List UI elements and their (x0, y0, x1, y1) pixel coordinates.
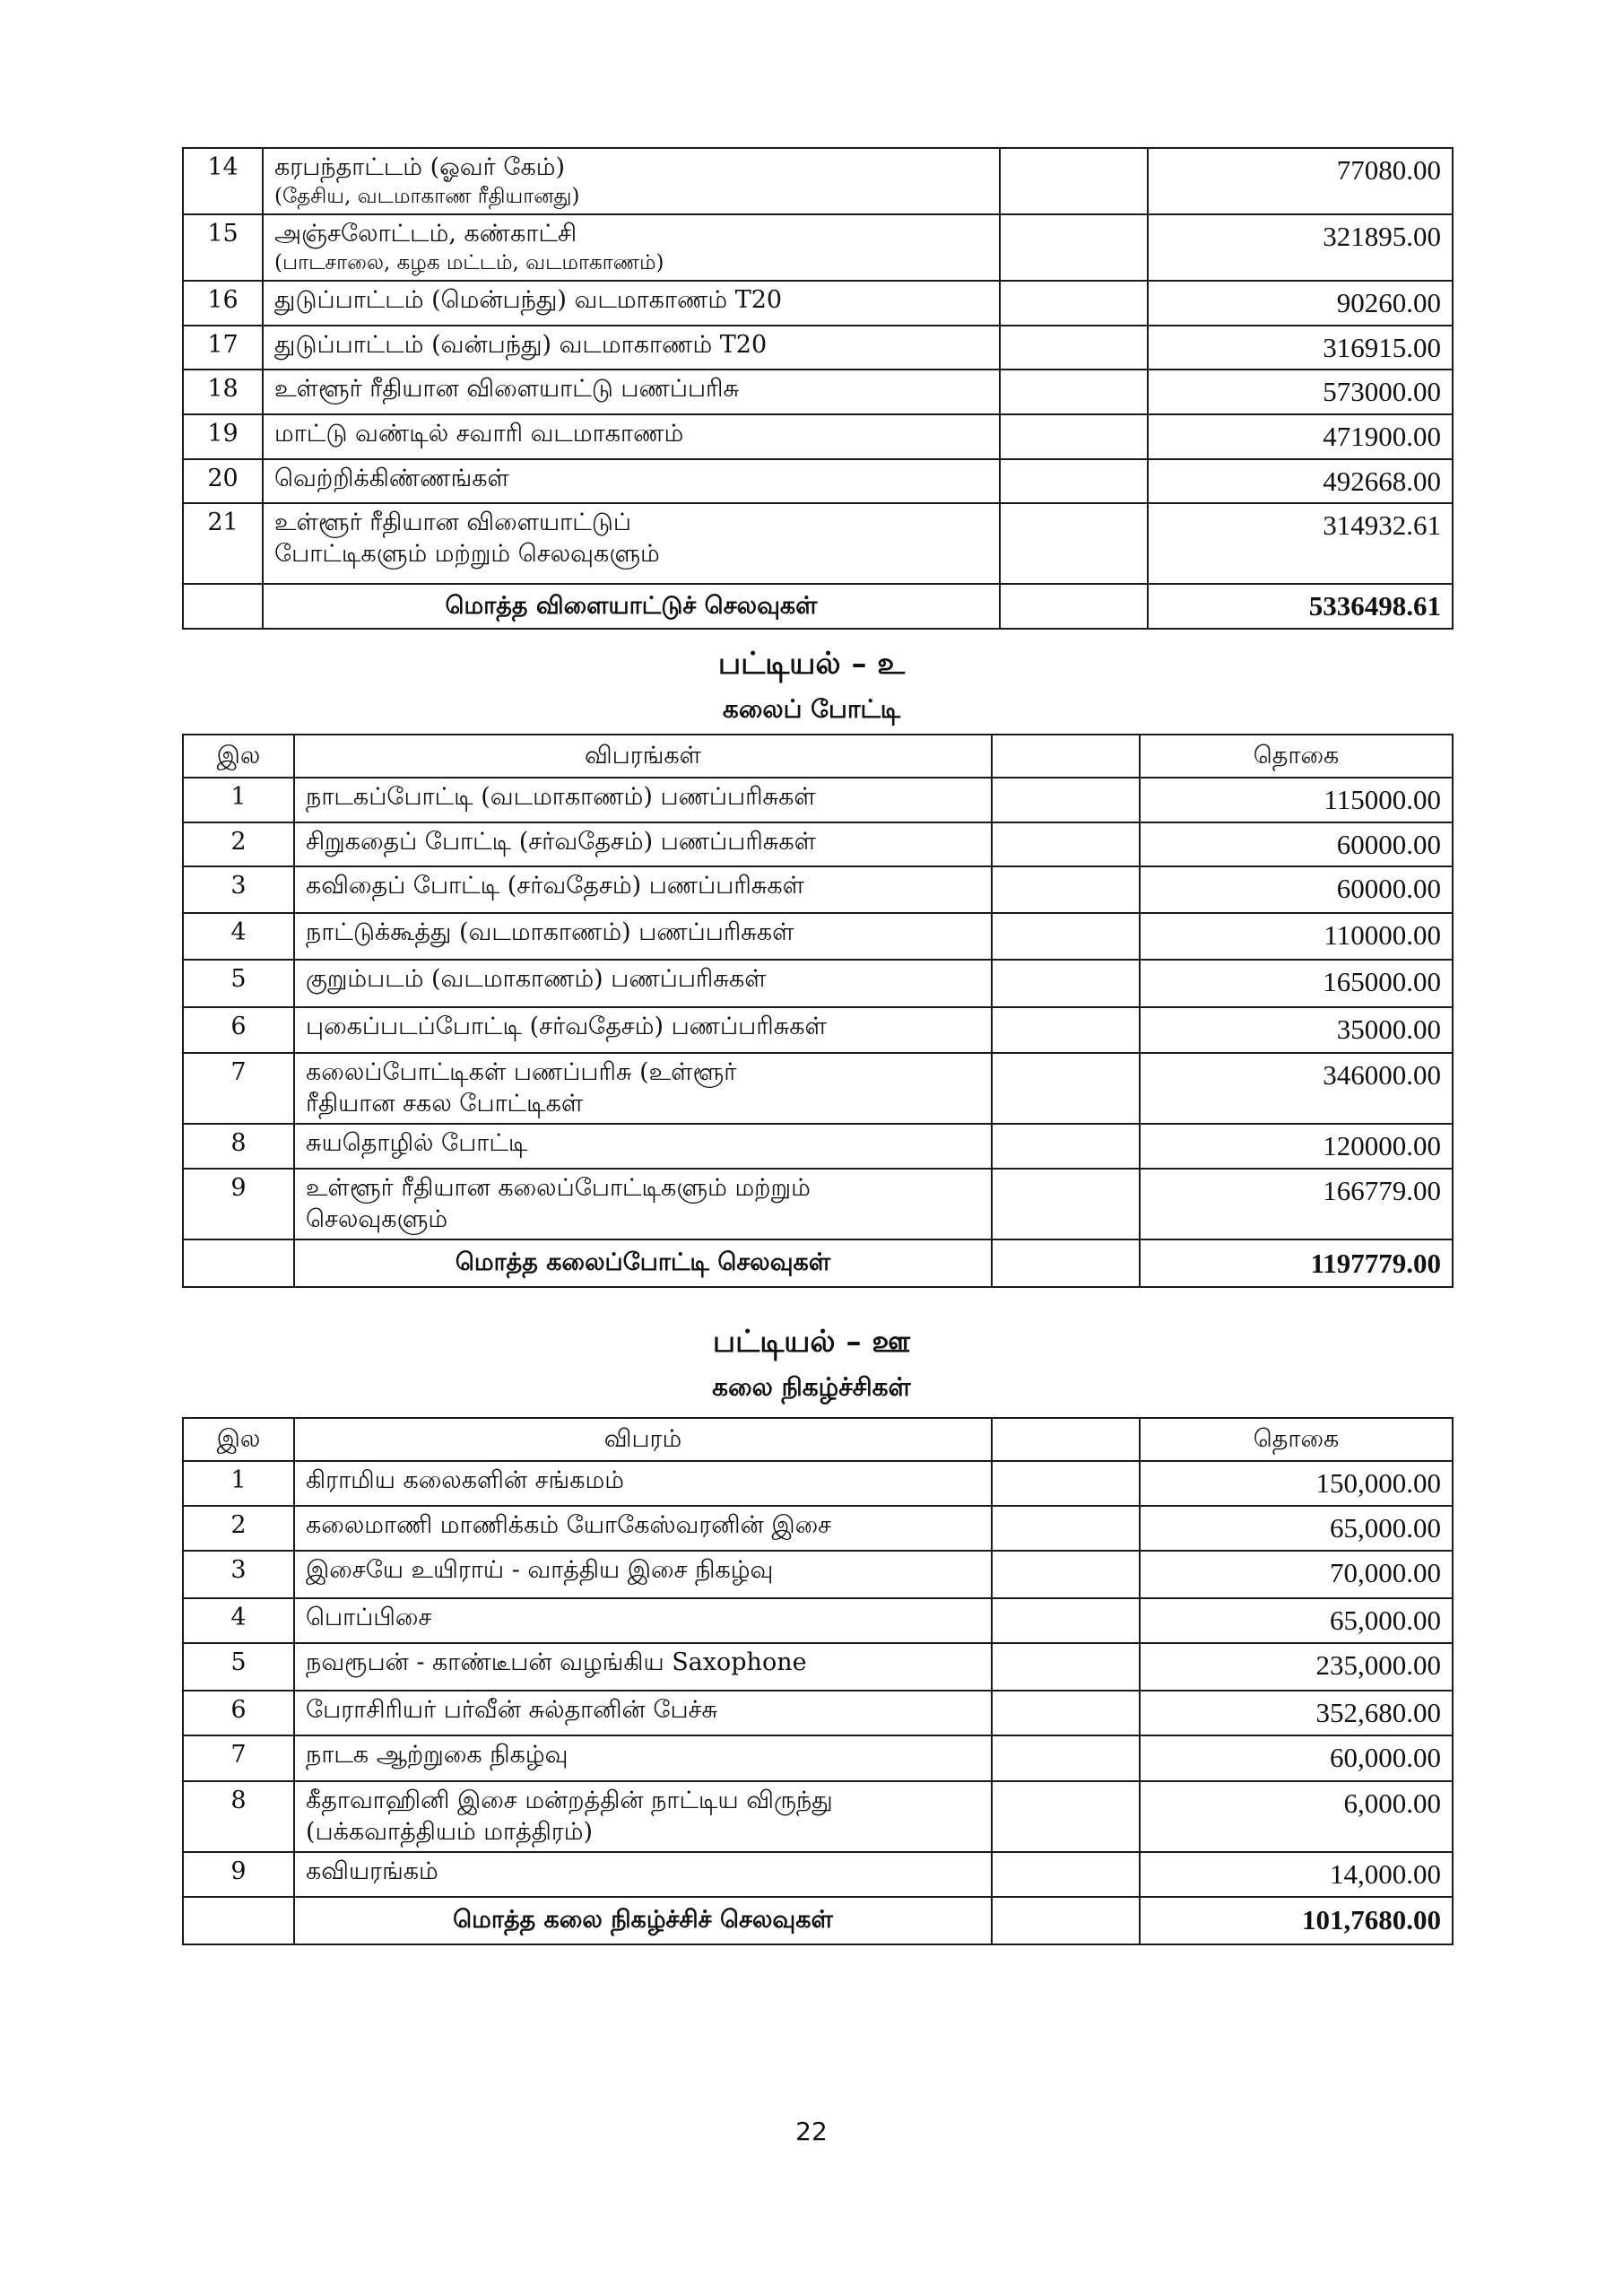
row-amount: 60000.00 (1140, 822, 1453, 867)
header-description: விபரம் (294, 1418, 992, 1461)
table-row (183, 1169, 1453, 1239)
header-amount: தொகை (1140, 1418, 1453, 1461)
total-label: மொத்த கலைப்போட்டி செலவுகள் (294, 1239, 992, 1287)
blank-cell (1000, 414, 1148, 459)
blank-cell (992, 1506, 1140, 1551)
blank-cell (992, 1007, 1140, 1053)
header-number: இல (183, 1418, 294, 1461)
row-amount: 65,000.00 (1140, 1598, 1453, 1643)
row-description: பொப்பிசை (294, 1598, 992, 1643)
blank-cell (1000, 459, 1148, 504)
table-row (183, 778, 1453, 822)
row-number: 4 (183, 1598, 294, 1643)
row-number: 6 (183, 1007, 294, 1053)
total-amount: 5336498.61 (1148, 584, 1453, 629)
row-description: கலைமாணி மாணிக்கம் யோகேஸ்வரனின் இசை (294, 1506, 992, 1551)
table-row (183, 1852, 1453, 1897)
row-description: இசையே உயிராய் - வாத்திய இசை நிகழ்வு (294, 1551, 992, 1598)
blank-cell (992, 1781, 1140, 1852)
table-row (183, 503, 1453, 584)
table-row (183, 1461, 1453, 1506)
row-amount: 70,000.00 (1140, 1551, 1453, 1598)
row-number: 6 (183, 1691, 294, 1735)
total-row (183, 1239, 1453, 1287)
sports-expenses-table (182, 147, 1454, 630)
table-row (183, 326, 1453, 370)
row-description: புகைப்படப்போட்டி (சர்வதேசம்) பணப்பரிசுகள் (294, 1007, 992, 1053)
row-description: கவிதைப் போட்டி (சர்வதேசம்) பணப்பரிசுகள் (294, 866, 992, 913)
row-number: 7 (183, 1053, 294, 1124)
row-amount: 6,000.00 (1140, 1781, 1453, 1852)
row-number: 2 (183, 822, 294, 867)
row-number: 20 (183, 459, 263, 504)
table-row (183, 459, 1453, 504)
row-number: 5 (183, 1643, 294, 1691)
blank-cell (992, 1643, 1140, 1691)
blank-cell (992, 1169, 1140, 1239)
row-description: கலைப்போட்டிகள் பணப்பரிசு (உள்ளூர் ரீதியான சகல போட்டிகள் (294, 1053, 992, 1124)
row-amount: 77080.00 (1148, 148, 1453, 214)
blank-cell (992, 1897, 1140, 1944)
row-number: 15 (183, 214, 263, 281)
row-description: நாடக ஆற்றுகை நிகழ்வு (294, 1735, 992, 1781)
row-amount: 65,000.00 (1140, 1506, 1453, 1551)
blank-cell (183, 1897, 294, 1944)
table-header-row (183, 1418, 1453, 1461)
table-row (183, 913, 1453, 960)
table-row (183, 960, 1453, 1007)
section-heading-uu: பட்டியல் – ஊ (712, 1324, 911, 1360)
row-amount: 14,000.00 (1140, 1852, 1453, 1897)
row-description: கவியரங்கம் (294, 1852, 992, 1897)
header-description: விபரங்கள் (294, 735, 992, 778)
blank-cell (183, 1239, 294, 1287)
row-description (263, 214, 1000, 281)
row-amount: 352,680.00 (1140, 1691, 1453, 1735)
total-row (183, 1897, 1453, 1944)
table-row (183, 1598, 1453, 1643)
total-label: மொத்த கலை நிகழ்ச்சிச் செலவுகள் (294, 1897, 992, 1944)
row-amount: 573000.00 (1148, 370, 1453, 414)
row-amount: 110000.00 (1140, 913, 1453, 960)
header-amount: தொகை (1140, 735, 1453, 778)
blank-cell (992, 778, 1140, 822)
table-row (183, 1551, 1453, 1598)
row-description: உள்ளூர் ரீதியான விளையாட்டுப் போட்டிகளும் மற்றும் செலவுகளும் (263, 503, 1000, 584)
row-description (263, 148, 1000, 214)
row-number: 16 (183, 281, 263, 326)
row-amount: 150,000.00 (1140, 1461, 1453, 1506)
section-heading-u: பட்டியல் – உ (717, 646, 906, 682)
blank-cell (992, 1418, 1140, 1461)
blank-cell (992, 1735, 1140, 1781)
page-number: 22 (795, 2117, 828, 2146)
table-row (183, 1053, 1453, 1124)
table-row (183, 1781, 1453, 1852)
row-number: 14 (183, 148, 263, 214)
blank-cell (1000, 326, 1148, 370)
row-number: 9 (183, 1852, 294, 1897)
row-amount: 90260.00 (1148, 281, 1453, 326)
row-description: உள்ளூர் ரீதியான விளையாட்டு பணப்பரிசு (263, 370, 1000, 414)
table-row (183, 1643, 1453, 1691)
row-desc-text: அஞ்சலோட்டம், கண்காட்சி (274, 219, 577, 248)
row-amount: 165000.00 (1140, 960, 1453, 1007)
row-desc-sub: (பாடசாலை, கழக மட்டம், வடமாகாணம்) (274, 250, 664, 274)
blank-cell (992, 822, 1140, 867)
blank-cell (992, 1239, 1140, 1287)
table-row (183, 866, 1453, 913)
blank-cell (992, 866, 1140, 913)
total-label: மொத்த விளையாட்டுச் செலவுகள் (263, 584, 1000, 629)
total-amount: 101,7680.00 (1140, 1897, 1453, 1944)
row-description: கீதாவாஹினி இசை மன்றத்தின் நாட்டிய விருந்து (பக்கவாத்தியம் மாத்திரம்) (294, 1781, 992, 1852)
table-row (183, 1691, 1453, 1735)
row-description: சுயதொழில் போட்டி (294, 1124, 992, 1169)
row-amount: 235,000.00 (1140, 1643, 1453, 1691)
row-number: 19 (183, 414, 263, 459)
table-row (183, 1506, 1453, 1551)
row-number: 9 (183, 1169, 294, 1239)
blank-cell (992, 913, 1140, 960)
row-amount: 314932.61 (1148, 503, 1453, 584)
row-number: 18 (183, 370, 263, 414)
row-description: நாடகப்போட்டி (வடமாகாணம்) பணப்பரிசுகள் (294, 778, 992, 822)
row-description: வெற்றிக்கிண்ணங்கள் (263, 459, 1000, 504)
row-number: 5 (183, 960, 294, 1007)
table-row (183, 281, 1453, 326)
art-events-table (182, 1417, 1454, 1945)
row-number: 17 (183, 326, 263, 370)
row-amount: 471900.00 (1148, 414, 1453, 459)
row-description: குறும்படம் (வடமாகாணம்) பணப்பரிசுகள் (294, 960, 992, 1007)
row-amount: 321895.00 (1148, 214, 1453, 281)
row-number: 4 (183, 913, 294, 960)
row-description: பேராசிரியர் பர்வீன் சுல்தானின் பேச்சு (294, 1691, 992, 1735)
blank-cell (1000, 584, 1148, 629)
blank-cell (992, 1551, 1140, 1598)
table-row (183, 148, 1453, 214)
row-amount: 492668.00 (1148, 459, 1453, 504)
row-number: 1 (183, 1461, 294, 1506)
total-row (183, 584, 1453, 629)
blank-cell (992, 960, 1140, 1007)
row-number: 3 (183, 866, 294, 913)
blank-cell (1000, 503, 1148, 584)
table-row (183, 370, 1453, 414)
row-description: துடுப்பாட்டம் (மென்பந்து) வடமாகாணம் T20 (263, 281, 1000, 326)
row-number: 2 (183, 1506, 294, 1551)
table-row (183, 1007, 1453, 1053)
section-subheading-kalai-nikazhchigal: கலை நிகழ்ச்சிகள் (712, 1372, 911, 1402)
row-number: 7 (183, 1735, 294, 1781)
row-description: நவரூபன் - காண்டீபன் வழங்கிய Saxophone (294, 1643, 992, 1691)
row-amount: 120000.00 (1140, 1124, 1453, 1169)
blank-cell (1000, 370, 1148, 414)
row-number: 3 (183, 1551, 294, 1598)
row-description: துடுப்பாட்டம் (வன்பந்து) வடமாகாணம் T20 (263, 326, 1000, 370)
row-amount: 316915.00 (1148, 326, 1453, 370)
blank-cell (1000, 214, 1148, 281)
row-description: கிராமிய கலைகளின் சங்கமம் (294, 1461, 992, 1506)
blank-cell (992, 1461, 1140, 1506)
table-row (183, 822, 1453, 867)
row-number: 1 (183, 778, 294, 822)
table-row (183, 1735, 1453, 1781)
row-desc-sub: (தேசிய, வடமாகாண ரீதியானது) (274, 184, 580, 208)
blank-cell (992, 1691, 1140, 1735)
blank-cell (1000, 148, 1148, 214)
section-subheading-kalai-potti: கலைப் போட்டி (722, 694, 901, 724)
blank-cell (183, 584, 263, 629)
row-amount: 60000.00 (1140, 866, 1453, 913)
row-amount: 35000.00 (1140, 1007, 1453, 1053)
table-row (183, 414, 1453, 459)
header-number: இல (183, 735, 294, 778)
blank-cell (992, 1852, 1140, 1897)
row-description: சிறுகதைப் போட்டி (சர்வதேசம்) பணப்பரிசுகள் (294, 822, 992, 867)
row-description: உள்ளூர் ரீதியான கலைப்போட்டிகளும் மற்றும் செலவுகளும் (294, 1169, 992, 1239)
art-competition-table (182, 734, 1454, 1288)
row-number: 21 (183, 503, 263, 584)
row-number: 8 (183, 1781, 294, 1852)
row-description: நாட்டுக்கூத்து (வடமாகாணம்) பணப்பரிசுகள் (294, 913, 992, 960)
row-amount: 60,000.00 (1140, 1735, 1453, 1781)
total-amount: 1197779.00 (1140, 1239, 1453, 1287)
blank-cell (992, 1598, 1140, 1643)
table-row (183, 214, 1453, 281)
table-header-row (183, 735, 1453, 778)
row-amount: 115000.00 (1140, 778, 1453, 822)
blank-cell (992, 1124, 1140, 1169)
row-desc-text: கரபந்தாட்டம் (ஓவர் கேம்) (274, 153, 566, 181)
row-number: 8 (183, 1124, 294, 1169)
blank-cell (1000, 281, 1148, 326)
blank-cell (992, 735, 1140, 778)
row-amount: 166779.00 (1140, 1169, 1453, 1239)
row-amount: 346000.00 (1140, 1053, 1453, 1124)
blank-cell (992, 1053, 1140, 1124)
row-description: மாட்டு வண்டில் சவாரி வடமாகாணம் (263, 414, 1000, 459)
table-row (183, 1124, 1453, 1169)
